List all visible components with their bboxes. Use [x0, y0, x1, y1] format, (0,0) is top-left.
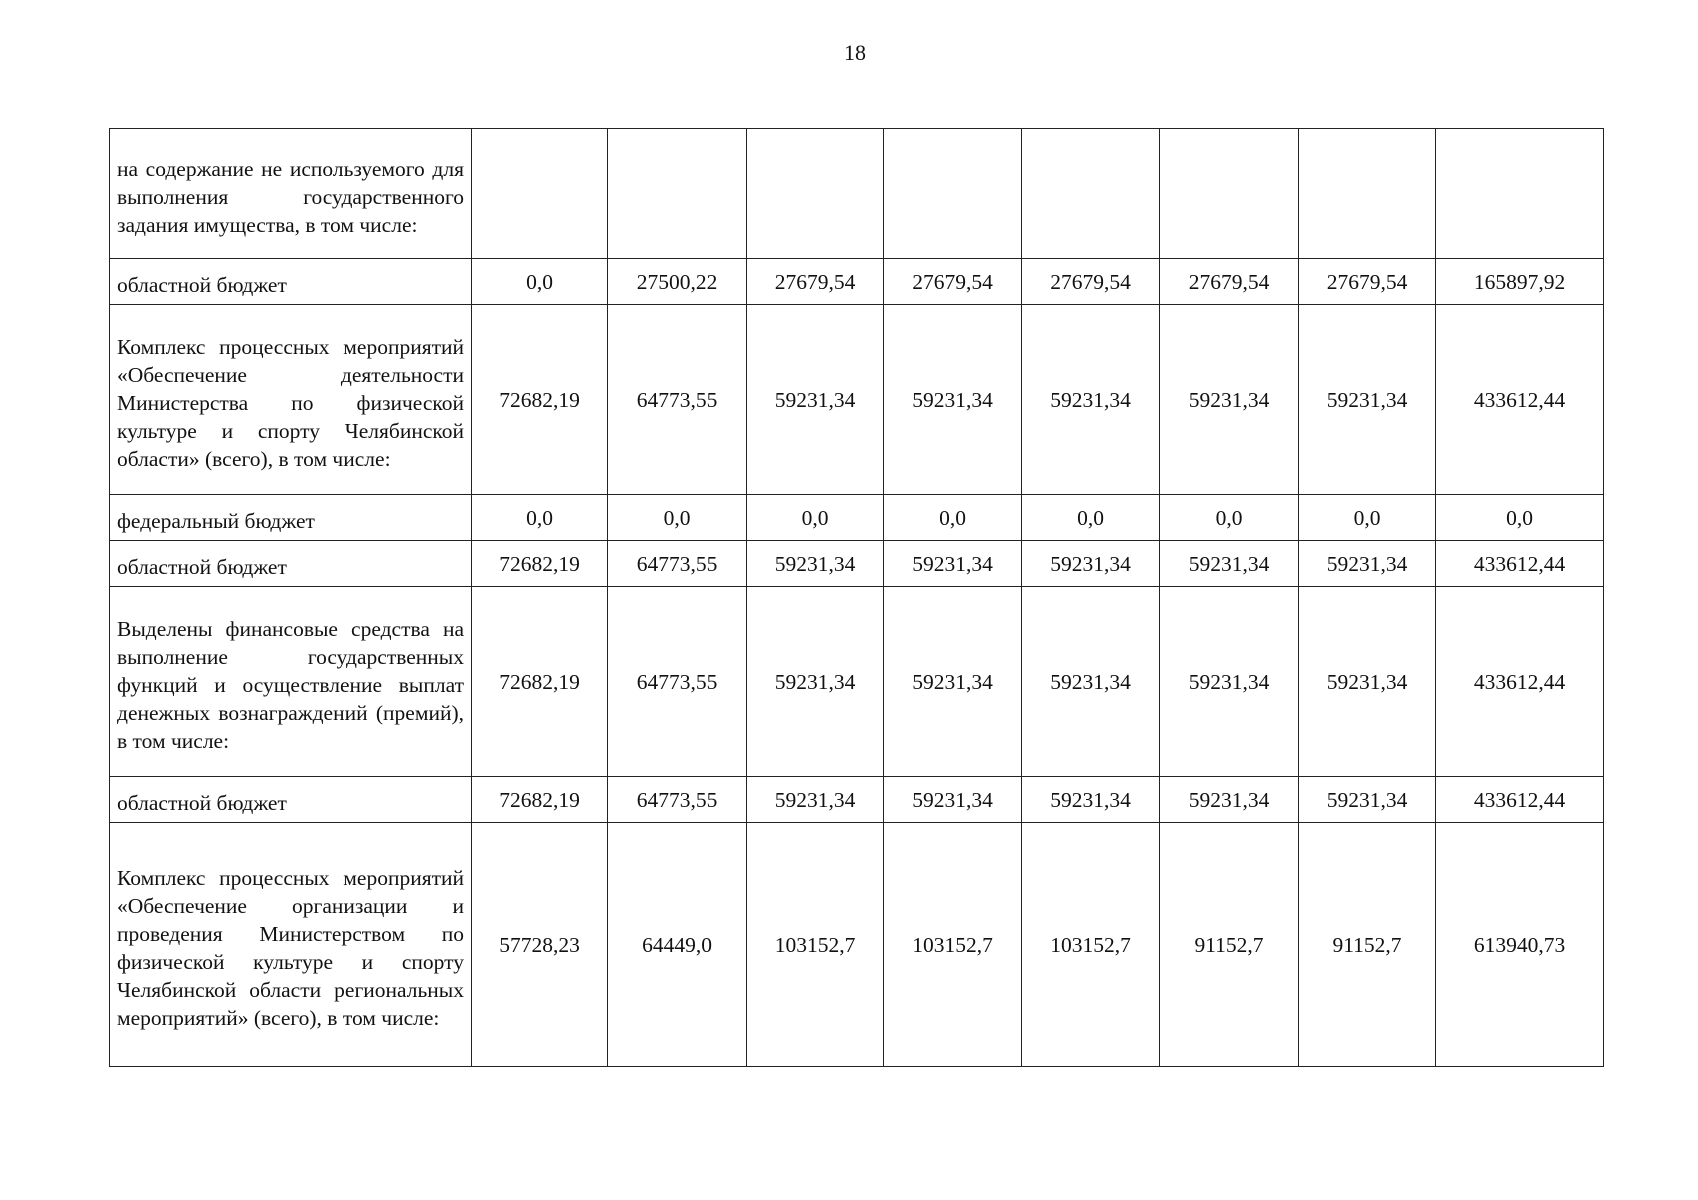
table-row — [110, 823, 1604, 1067]
value-cell: 165897,92 — [1436, 259, 1604, 305]
value-cell: 0,0 — [608, 495, 747, 541]
table-row — [110, 541, 1604, 587]
value-cell: 27500,22 — [608, 259, 747, 305]
value-cell: 72682,19 — [472, 305, 608, 495]
value-cell: 0,0 — [472, 259, 608, 305]
row-label: областной бюджет — [110, 259, 472, 305]
value-cell: 59231,34 — [1160, 541, 1299, 587]
value-cell: 59231,34 — [1299, 777, 1436, 823]
row-label: областной бюджет — [110, 541, 472, 587]
value-cell: 59231,34 — [1299, 541, 1436, 587]
value-cell — [747, 129, 884, 259]
value-cell: 59231,34 — [1022, 587, 1160, 777]
value-cell: 59231,34 — [1160, 305, 1299, 495]
value-cell: 433612,44 — [1436, 305, 1604, 495]
value-cell: 59231,34 — [1160, 587, 1299, 777]
value-cell: 27679,54 — [747, 259, 884, 305]
table-body — [110, 129, 1604, 1067]
value-cell: 433612,44 — [1436, 777, 1604, 823]
value-cell: 103152,7 — [884, 823, 1022, 1067]
value-cell: 64773,55 — [608, 777, 747, 823]
value-cell: 0,0 — [1436, 495, 1604, 541]
table-row — [110, 259, 1604, 305]
value-cell: 0,0 — [1299, 495, 1436, 541]
value-cell: 59231,34 — [747, 305, 884, 495]
value-cell — [884, 129, 1022, 259]
value-cell: 59231,34 — [747, 587, 884, 777]
value-cell: 59231,34 — [1022, 305, 1160, 495]
row-label: Комплекс процессных мероприятий «Обеспечение организации и проведения Министерством по физической культуре и спорту Челябинской области региональных мероприятий» (всего), в том числе: — [110, 823, 472, 1067]
table-row — [110, 495, 1604, 541]
value-cell: 433612,44 — [1436, 587, 1604, 777]
value-cell: 72682,19 — [472, 541, 608, 587]
value-cell: 59231,34 — [1160, 777, 1299, 823]
row-label: Комплекс процессных мероприятий «Обеспечение деятельности Министерства по физической культуре и спорту Челябинской области» (всего), в том числе: — [110, 305, 472, 495]
budget-table — [109, 128, 1604, 1067]
value-cell: 59231,34 — [1299, 305, 1436, 495]
value-cell: 27679,54 — [1299, 259, 1436, 305]
value-cell: 59231,34 — [1299, 587, 1436, 777]
value-cell: 59231,34 — [884, 541, 1022, 587]
row-label: на содержание не используемого для выполнения государственного задания имущества, в том числе: — [110, 129, 472, 259]
value-cell — [1022, 129, 1160, 259]
value-cell: 433612,44 — [1436, 541, 1604, 587]
value-cell: 64773,55 — [608, 541, 747, 587]
value-cell: 0,0 — [884, 495, 1022, 541]
value-cell: 0,0 — [1022, 495, 1160, 541]
page-number: 18 — [844, 40, 866, 65]
value-cell: 64773,55 — [608, 587, 747, 777]
value-cell: 59231,34 — [884, 777, 1022, 823]
value-cell — [472, 129, 608, 259]
value-cell — [1436, 129, 1604, 259]
value-cell — [1299, 129, 1436, 259]
table-row — [110, 587, 1604, 777]
row-label: областной бюджет — [110, 777, 472, 823]
value-cell: 59231,34 — [884, 305, 1022, 495]
table-row — [110, 305, 1604, 495]
value-cell: 27679,54 — [1160, 259, 1299, 305]
value-cell: 59231,34 — [884, 587, 1022, 777]
value-cell: 103152,7 — [747, 823, 884, 1067]
value-cell: 72682,19 — [472, 777, 608, 823]
table-row — [110, 777, 1604, 823]
value-cell — [608, 129, 747, 259]
value-cell: 27679,54 — [1022, 259, 1160, 305]
value-cell: 72682,19 — [472, 587, 608, 777]
value-cell: 59231,34 — [747, 541, 884, 587]
value-cell — [1160, 129, 1299, 259]
row-label: Выделены финансовые средства на выполнение государственных функций и осуществление выплат денежных вознаграждений (премий), в том числе: — [110, 587, 472, 777]
value-cell: 103152,7 — [1022, 823, 1160, 1067]
row-label: федеральный бюджет — [110, 495, 472, 541]
value-cell: 64773,55 — [608, 305, 747, 495]
value-cell: 59231,34 — [1022, 541, 1160, 587]
value-cell: 0,0 — [472, 495, 608, 541]
table-row — [110, 129, 1604, 259]
value-cell: 59231,34 — [1022, 777, 1160, 823]
value-cell: 0,0 — [747, 495, 884, 541]
value-cell: 59231,34 — [747, 777, 884, 823]
value-cell: 91152,7 — [1299, 823, 1436, 1067]
value-cell: 613940,73 — [1436, 823, 1604, 1067]
value-cell: 57728,23 — [472, 823, 608, 1067]
value-cell: 91152,7 — [1160, 823, 1299, 1067]
value-cell: 0,0 — [1160, 495, 1299, 541]
value-cell: 27679,54 — [884, 259, 1022, 305]
value-cell: 64449,0 — [608, 823, 747, 1067]
